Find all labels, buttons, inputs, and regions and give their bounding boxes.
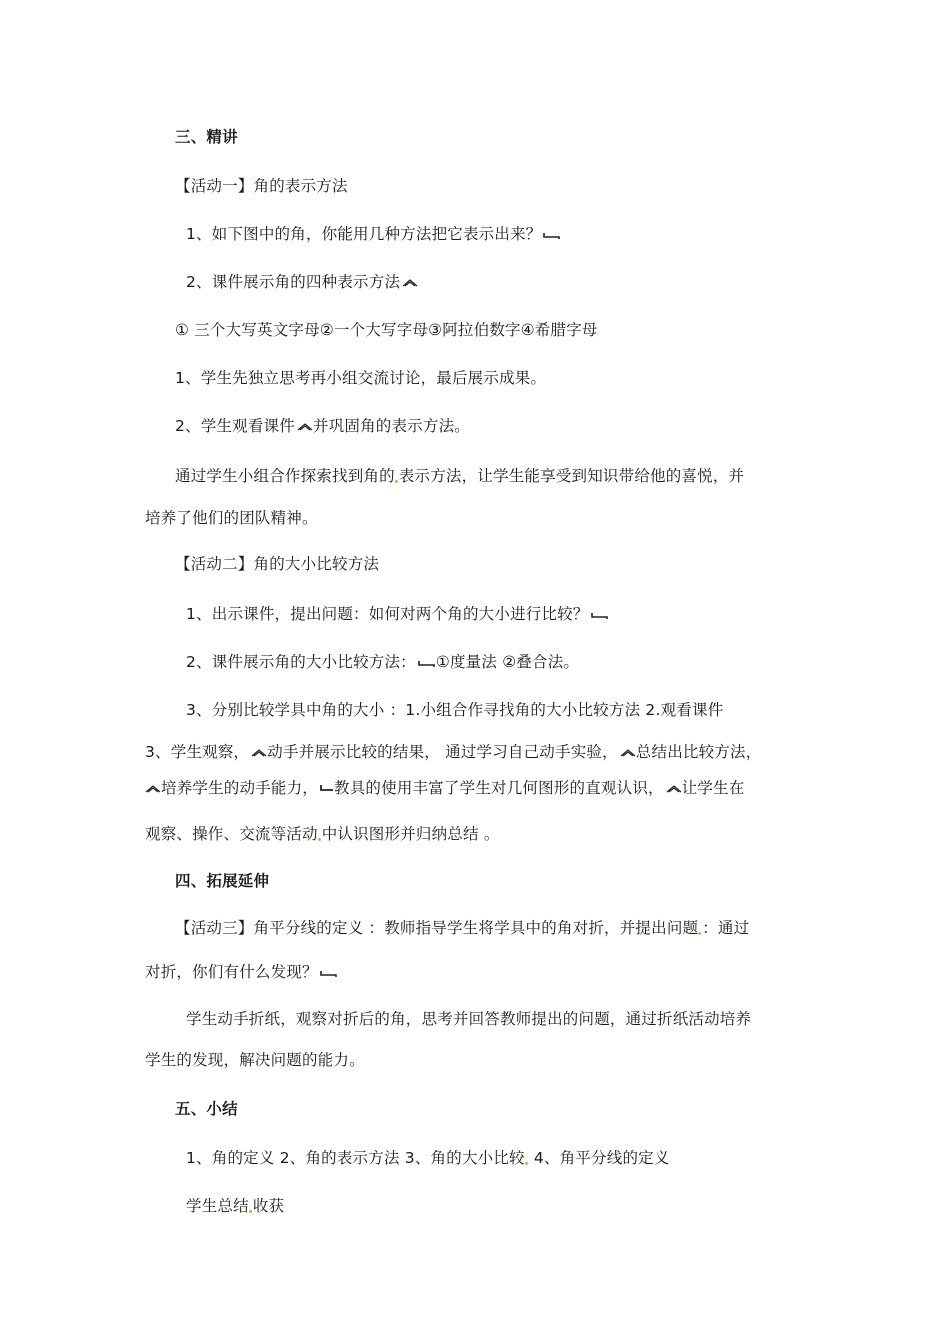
summary-line-2-a: 学生总结 xyxy=(186,1197,249,1215)
activity2-line-4 xyxy=(145,823,500,845)
activity1-question-1-text: 1、如下图中的角，你能用几种方法把它表示出来？ xyxy=(186,225,542,243)
activity2-line-3-c: 让学生在 xyxy=(681,779,745,797)
bracket-mark-icon xyxy=(418,658,436,668)
activity1-question-1 xyxy=(186,223,561,245)
section-heading-3: 三、精讲 xyxy=(175,128,238,146)
activity1-purpose-line-2: 培养了他们的团队精神。 xyxy=(145,509,318,527)
activity2-line-2-a: 3、学生观察， xyxy=(145,743,250,761)
wave-mark-icon xyxy=(297,422,313,432)
activity3-line-2 xyxy=(145,961,338,983)
activity2-question-1 xyxy=(186,603,609,625)
activity3-student-line-2: 学生的发现，解决问题的能力。 xyxy=(145,1051,365,1069)
activity3-line-2-text: 对折，你们有什么发现？ xyxy=(145,963,318,981)
activity2-title: 【活动二】角的大小比较方法 xyxy=(175,555,380,573)
activity2-question-2 xyxy=(186,651,579,673)
activity2-question-2-c: ①度量法 ②叠合法。 xyxy=(435,653,580,671)
activity2-line-4-b: 中认识图形并归纳总结 。 xyxy=(321,825,500,843)
activity2-line-4-a: 观察、操作、交流等活动 xyxy=(145,825,318,843)
dot-mark-icon xyxy=(249,1210,252,1213)
activity3-line-1 xyxy=(175,917,749,939)
bracket-mark-icon xyxy=(320,968,338,978)
dot-mark-icon xyxy=(395,480,398,483)
activity1-question-2 xyxy=(186,271,418,293)
activity1-purpose-1b: 表示方法，让学生能享受到知识带给他的喜悦，并 xyxy=(398,467,745,485)
flag-mark-icon xyxy=(320,784,334,794)
wave-mark-icon xyxy=(402,278,418,288)
activity2-line-2-c: 总结出比较方法， xyxy=(635,743,762,761)
summary-line-2 xyxy=(186,1195,284,1217)
wave-mark-icon xyxy=(666,784,682,794)
activity1-student-2 xyxy=(175,415,470,437)
activity3-student-line-1: 学生动手折纸，观察对折后的角，思考并回答教师提出的问题，通过折纸活动培养 xyxy=(186,1010,752,1028)
section-heading-5: 五、小结 xyxy=(175,1100,238,1118)
activity3-line-1-a: 【活动三】角平分线的定义 ：教师指导学生将学具中的角对折，并提出问题 xyxy=(175,919,699,937)
dot-mark-icon xyxy=(525,1162,528,1165)
activity2-question-3: 3、分别比较学具中角的大小 ：1.小组合作寻找角的大小比较方法 2.观看课件 xyxy=(186,701,724,719)
activity2-question-2-a: 2、课件展示角的大 xyxy=(186,653,322,671)
activity2-question-1-text: 1、出示课件，提出问题：如何对两个角的大小进行比较？ xyxy=(186,605,589,623)
summary-line-1-b: 4、角平分线的定义 xyxy=(528,1149,670,1167)
activity2-question-2-b: 小比较方法： xyxy=(321,653,416,671)
activity1-purpose-1a: 通过学生小组合作探索找到角的 xyxy=(175,467,395,485)
activity1-student-2-b: 并巩固角的表示方法。 xyxy=(312,417,470,435)
activity2-line-3-b: 教具的使用丰富了学生对几何图形的直观认识， xyxy=(334,779,664,797)
activity2-line-3-a: 培养学生的动手能力， xyxy=(161,779,319,797)
summary-line-1-a: 1、角的定义 2、角的表示方法 3、角的大小比较 xyxy=(186,1149,525,1167)
dot-mark-icon xyxy=(698,932,701,935)
bracket-mark-icon xyxy=(591,610,609,620)
activity1-question-2-text: 2、课件展示角的四种表示方法 xyxy=(186,273,401,291)
activity1-student-1: 1、学生先独立思考再小组交流讨论，最后展示成果。 xyxy=(175,369,547,387)
section-heading-4: 四、拓展延伸 xyxy=(175,872,270,890)
bracket-mark-icon xyxy=(543,230,561,240)
summary-line-1 xyxy=(186,1147,670,1169)
activity1-student-2-a: 2、学生观看课件 xyxy=(175,417,295,435)
dot-mark-icon xyxy=(318,838,321,841)
activity1-title: 【活动一】角的表示方法 xyxy=(175,177,348,195)
wave-mark-icon xyxy=(620,748,636,758)
activity1-purpose-line-1 xyxy=(175,465,744,487)
summary-line-2-b: 收获 xyxy=(252,1197,285,1215)
activity3-line-1-b: ：通过 xyxy=(702,919,750,937)
activity2-line-2-b: 动手并展示比较的结果， 通过学习自己动手实验， xyxy=(267,743,618,761)
activity2-line-3 xyxy=(145,777,745,799)
wave-mark-icon xyxy=(251,748,267,758)
wave-mark-icon xyxy=(145,784,161,794)
activity2-line-2 xyxy=(145,741,761,763)
activity1-methods: ① 三个大写英文字母②一个大写字母③阿拉伯数字④希腊字母 xyxy=(175,321,598,339)
